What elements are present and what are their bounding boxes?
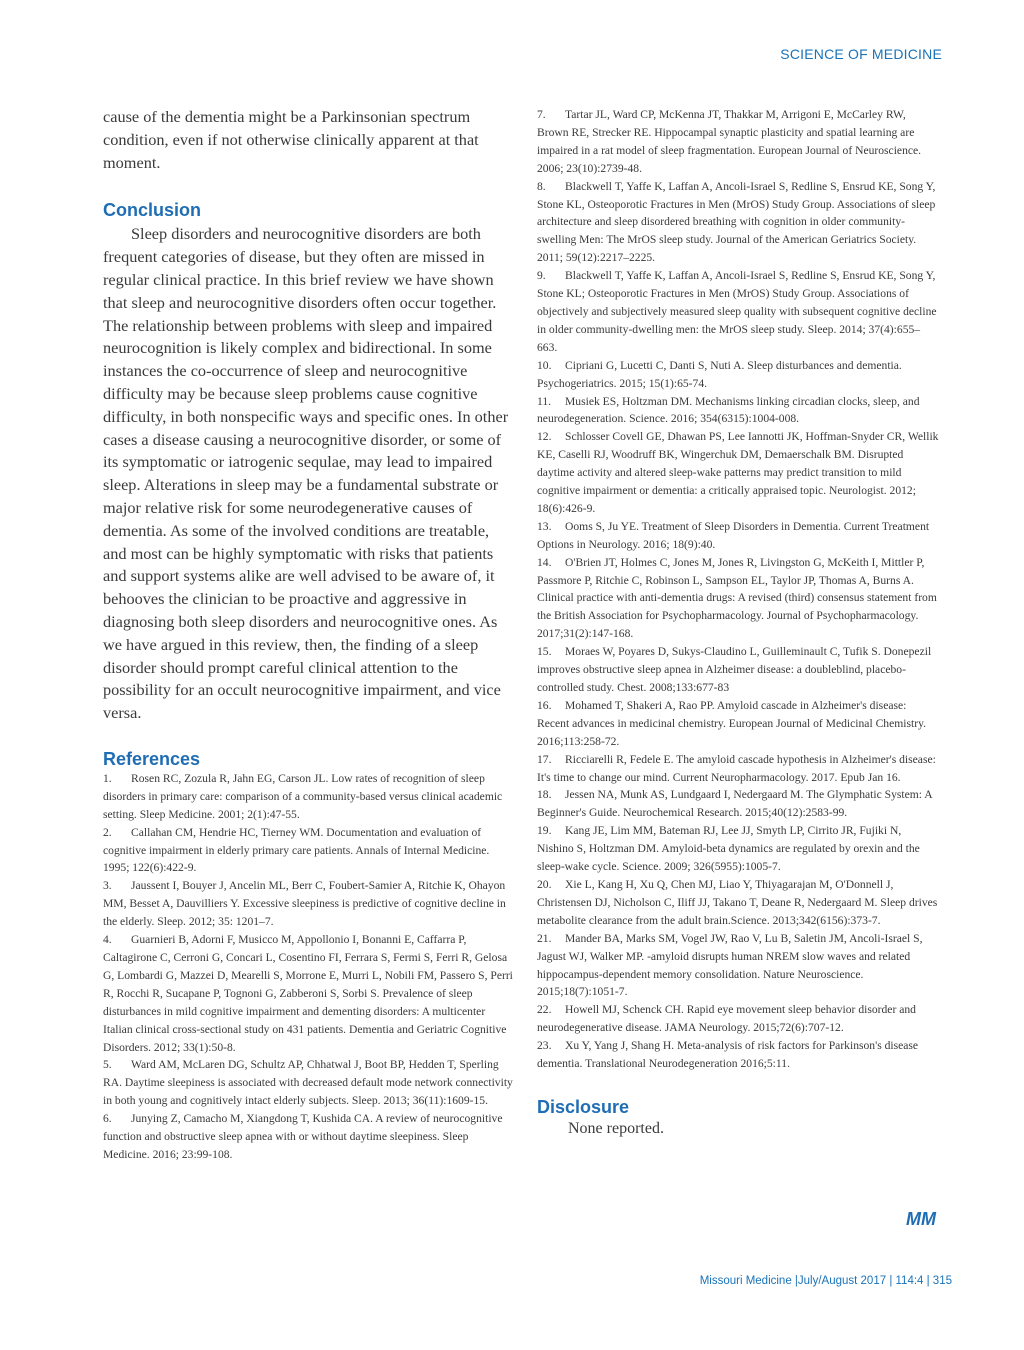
reference-item	[537, 267, 939, 357]
reference-number: 16.	[537, 698, 552, 712]
reference-item	[103, 1056, 513, 1110]
intro-paragraph: cause of the dementia might be a Parkinsonian spectrum condition, even if not otherwise clinically apparent at that moment.	[103, 107, 479, 172]
reference-number: 7.	[537, 108, 546, 121]
reference-number: 8.	[537, 179, 546, 193]
reference-number: 17.	[537, 752, 552, 766]
reference-number: 12.	[537, 430, 552, 444]
reference-number: 9.	[537, 269, 546, 283]
conclusion-heading: Conclusion	[103, 200, 201, 221]
left-column	[103, 106, 513, 1164]
reference-number: 4.	[103, 933, 112, 947]
reference-text: Kang JE, Lim MM, Bateman RJ, Lee JJ, Smyth LP, Cirrito JR, Fujiki N, Nishino S, Holtzman DM. Amyloid-beta dynamics are regulated by orexin and the sleep-wake cycle. Science. 2009; 326(5955):1005-7.	[537, 824, 920, 874]
reference-text: Cipriani G, Lucetti C, Danti S, Nuti A. Sleep disturbances and dementia. Psychogeriatrics. 2015; 15(1):65-74.	[537, 358, 902, 390]
reference-text: Callahan CM, Hendrie HC, Tierney WM. Documentation and evaluation of cognitive impairment in elderly primary care patients. Annals of Internal Medicine. 1995; 122(6):422-9.	[103, 825, 490, 875]
reference-item	[537, 751, 939, 787]
right-column	[537, 106, 939, 1140]
reference-text: Blackwell T, Yaffe K, Laffan A, Ancoli-Israel S, Redline S, Ensrud KE, Song Y, Stone KL, Osteoporotic Fractures in Men (MrOS) Study Group. Associations of sleep architecture and sleep disordered breathing with cognition in older community-swelling Men: The MrOS sleep study. Journal of the American Geriatrics Society. 2011; 59(12):2217–2225.	[537, 179, 936, 265]
reference-list-left	[103, 770, 513, 1164]
reference-item	[103, 931, 513, 1056]
reference-number: 18.	[537, 788, 552, 802]
reference-number: 22.	[537, 1003, 552, 1017]
reference-number: 14.	[537, 555, 552, 569]
reference-text: Schlosser Covell GE, Dhawan PS, Lee Iannotti JK, Hoffman-Snyder CR, Wellik KE, Caselli RJ, Woodruff BK, Wingerchuk DM, Demaerschalk BM. Disrupted daytime activity and altered sleep-wake patterns may predict transition to mild cognitive impairment or dementia: a critically appraised topic. Neurologist. 2012; 18(6):426-9.	[537, 430, 939, 515]
reference-text: Moraes W, Poyares D, Sukys-Claudino L, Guilleminault C, Tufik S. Donepezil improves obstructive sleep apnea in Alzheimer disease: a doubleblind, placebo-controlled study. Chest. 2008;133:677-83	[537, 645, 932, 694]
reference-item	[537, 643, 939, 697]
reference-text: Xu Y, Yang J, Shang H. Meta-analysis of risk factors for Parkinson's disease dementia. Translational Neurodegeneration 2016;5:11.	[537, 1039, 919, 1071]
reference-item	[537, 697, 939, 751]
reference-number: 10.	[537, 358, 552, 372]
reference-text: Howell MJ, Schenck CH. Rapid eye movement sleep behavior disorder and neurodegenerative disease. JAMA Neurology. 2015;72(6):707-12.	[537, 1003, 916, 1035]
disclosure-heading: Disclosure	[537, 1096, 630, 1117]
reference-number: 19.	[537, 824, 552, 838]
reference-text: Jaussent I, Bouyer J, Ancelin ML, Berr C, Foubert-Samier A, Ritchie K, Ohayon MM, Besset A, Dauvilliers Y. Excessive sleepiness is predictive of cognitive decline in the elderly. Sleep. 2012; 35: 1201–7.	[103, 879, 506, 929]
reference-text: Xie L, Kang H, Xu Q, Chen MJ, Liao Y, Thiyagarajan M, O'Donnell J, Christensen DJ, Nicholson C, Iliff JJ, Takano T, Deane R, Nedergaard M. Sleep drives metabolite clearance from the adult brain.Science. 2013;342(6156):373-7.	[537, 877, 938, 927]
reference-number: 5.	[103, 1058, 112, 1072]
reference-number: 13.	[537, 519, 552, 533]
reference-item	[103, 824, 513, 878]
reference-text: Ooms S, Ju YE. Treatment of Sleep Disorders in Dementia. Current Treatment Options in Neurology. 2016; 18(9):40.	[537, 519, 930, 551]
reference-text: Junying Z, Camacho M, Xiangdong T, Kushida CA. A review of neurocognitive function and obstructive sleep apnea with or without daytime sleepiness. Sleep Medicine. 2016; 23:99-108.	[103, 1112, 503, 1161]
conclusion-paragraph: Sleep disorders and neurocognitive disorders are both frequent categories of disease, but they often are missed in regular clinical practice. In this brief review we have shown that sleep and neurocognitive disorders often occur together. The relationship between problems with sleep and impaired neurocognition is likely complex and bidirectional. In some instances the co-occurrence of sleep and neurocognitive difficulty may be because sleep problems cause cognitive difficulty, in both nonspecific ways and specific ones. In other cases a disease causing a neurocognitive disorder, or some of its symptomatic or iatrogenic sequlae, may lead to impaired sleep. Alterations in sleep may be a fundamental substrate or major relative risk for some neurodegenerative causes of dementia. As some of the involved conditions are treatable, and most can be highly symptomatic with risks that patients and support systems alike are well advised to be aware of, it behooves the clinician to be proactive and aggressive in diagnosing both sleep disorders and neurocognitive ones. As we have argued in this review, then, the finding of a sleep disorder should prompt careful clinical attention to the possibility for an occult neurocognitive impairment, and vice versa.	[103, 224, 509, 723]
reference-item	[537, 1037, 939, 1073]
reference-number: 2.	[103, 825, 112, 839]
reference-item	[537, 357, 939, 393]
reference-item	[537, 106, 939, 178]
reference-item	[103, 877, 513, 931]
reference-number: 23.	[537, 1039, 552, 1053]
reference-item	[537, 1001, 939, 1037]
reference-item	[537, 518, 939, 554]
reference-item	[537, 178, 939, 268]
reference-item	[103, 770, 513, 824]
reference-number: 6.	[103, 1112, 112, 1126]
page-footer: Missouri Medicine |July/August 2017 | 114:4 | 315	[699, 1275, 952, 1287]
reference-item	[537, 786, 939, 822]
reference-number: 21.	[537, 931, 552, 945]
reference-text: Mander BA, Marks SM, Vogel JW, Rao V, Lu B, Saletin JM, Ancoli-Israel S, Jagust WJ, Walker MP. -amyloid disrupts human NREM slow waves and related hippocampus-dependent memory consolidation. Nature Neuroscience. 2015;18(7):1051-7.	[537, 931, 923, 999]
reference-item	[537, 876, 939, 930]
disclosure-text: None reported.	[568, 1119, 664, 1137]
reference-text: Ward AM, McLaren DG, Schultz AP, Chhatwal J, Boot BP, Hedden T, Sperling RA. Daytime sleepiness is associated with decreased default mode network connectivity in both young and cognitively intact elderly subjects. Sleep. 2013; 36(11):1609-15.	[103, 1058, 513, 1108]
reference-item	[537, 554, 939, 644]
reference-text: Tartar JL, Ward CP, McKenna JT, Thakkar M, Arrigoni E, McCarley RW, Brown RE, Strecker RE. Hippocampal synaptic plasticity and spatial learning are impaired in a rat model of sleep fragmentation. European Journal of Neuroscience. 2006; 23(10):2739-48.	[537, 108, 922, 175]
reference-number: 20.	[537, 877, 552, 891]
reference-text: Rosen RC, Zozula R, Jahn EG, Carson JL. Low rates of recognition of sleep disorders in primary care: comparison of a community-based versus clinical academic setting. Sleep Medicine. 2001; 2(1):47-55.	[103, 771, 503, 821]
reference-text: Musiek ES, Holtzman DM. Mechanisms linking circadian clocks, sleep, and neurodegeneration. Science. 2016; 354(6315):1004-008.	[537, 394, 920, 426]
reference-text: Guarnieri B, Adorni F, Musicco M, Appollonio I, Bonanni E, Caffarra P, Caltagirone C, Cerroni G, Concari L, Cosentino FI, Ferrara S, Fermi S, Ferri R, Gelosa G, Lombardi G, Mazzei D, Mearelli S, Morrone E, Murri L, Nobili FM, Passero S, Perri R, Rocchi R, Sucapane P, Tognoni G, Zabberoni S, Sorbi S. Prevalence of sleep disturbances in mild cognitive impairment and dementing disorders: A multicenter Italian clinical cross-sectional study on 431 patients. Dementia and Geriatric Cognitive Disorders. 2012; 33(1):50-8.	[103, 933, 513, 1054]
reference-number: 15.	[537, 645, 552, 659]
reference-text: O'Brien JT, Holmes C, Jones M, Jones R, Livingston G, McKeith I, Mittler P, Passmore P, Ritchie C, Robinson L, Sampson EL, Taylor JP, Thomas A, Burns A. Clinical practice with anti-dementia drugs: A revised (third) consensus statement from the British Association for Psychopharmacology. Journal of Psychopharmacology. 2017;31(2):147-168.	[537, 555, 937, 641]
reference-text: Jessen NA, Munk AS, Lundgaard I, Nedergaard M. The Glymphatic System: A Beginner's Guide. Neurochemical Research. 2015;40(12):2583-99.	[537, 788, 932, 820]
reference-item	[537, 428, 939, 518]
section-header: SCIENCE OF MEDICINE	[780, 46, 942, 62]
reference-number: 3.	[103, 879, 112, 893]
references-heading: References	[103, 748, 201, 769]
reference-text: Ricciarelli R, Fedele E. The amyloid cascade hypothesis in Alzheimer's disease: It's time to change our mind. Current Neuropharmacology. 2017. Epub Jan 16.	[537, 752, 936, 784]
reference-text: Mohamed T, Shakeri A, Rao PP. Amyloid cascade in Alzheimer's disease: Recent advances in medicinal chemistry. European Journal of Medicinal Chemistry. 2016;113:258-72.	[537, 698, 927, 748]
reference-list-right	[537, 106, 939, 1073]
reference-item	[537, 822, 939, 876]
mm-logo: MM	[906, 1209, 936, 1229]
reference-number: 1.	[103, 771, 112, 785]
reference-number: 11.	[537, 394, 552, 408]
reference-text: Blackwell T, Yaffe K, Laffan A, Ancoli-Israel S, Redline S, Ensrud KE, Song Y, Stone KL; Osteoporotic Fractures in Men (MrOS) Study Group. Associations of objectively and subjectively measured sleep quality with subsequent cognitive decline in older community-dwelling men: the MrOS sleep study. Sleep. 2014; 37(4):655–663.	[537, 269, 937, 354]
reference-item	[103, 1110, 513, 1164]
reference-item	[537, 393, 939, 429]
reference-item	[537, 930, 939, 1002]
